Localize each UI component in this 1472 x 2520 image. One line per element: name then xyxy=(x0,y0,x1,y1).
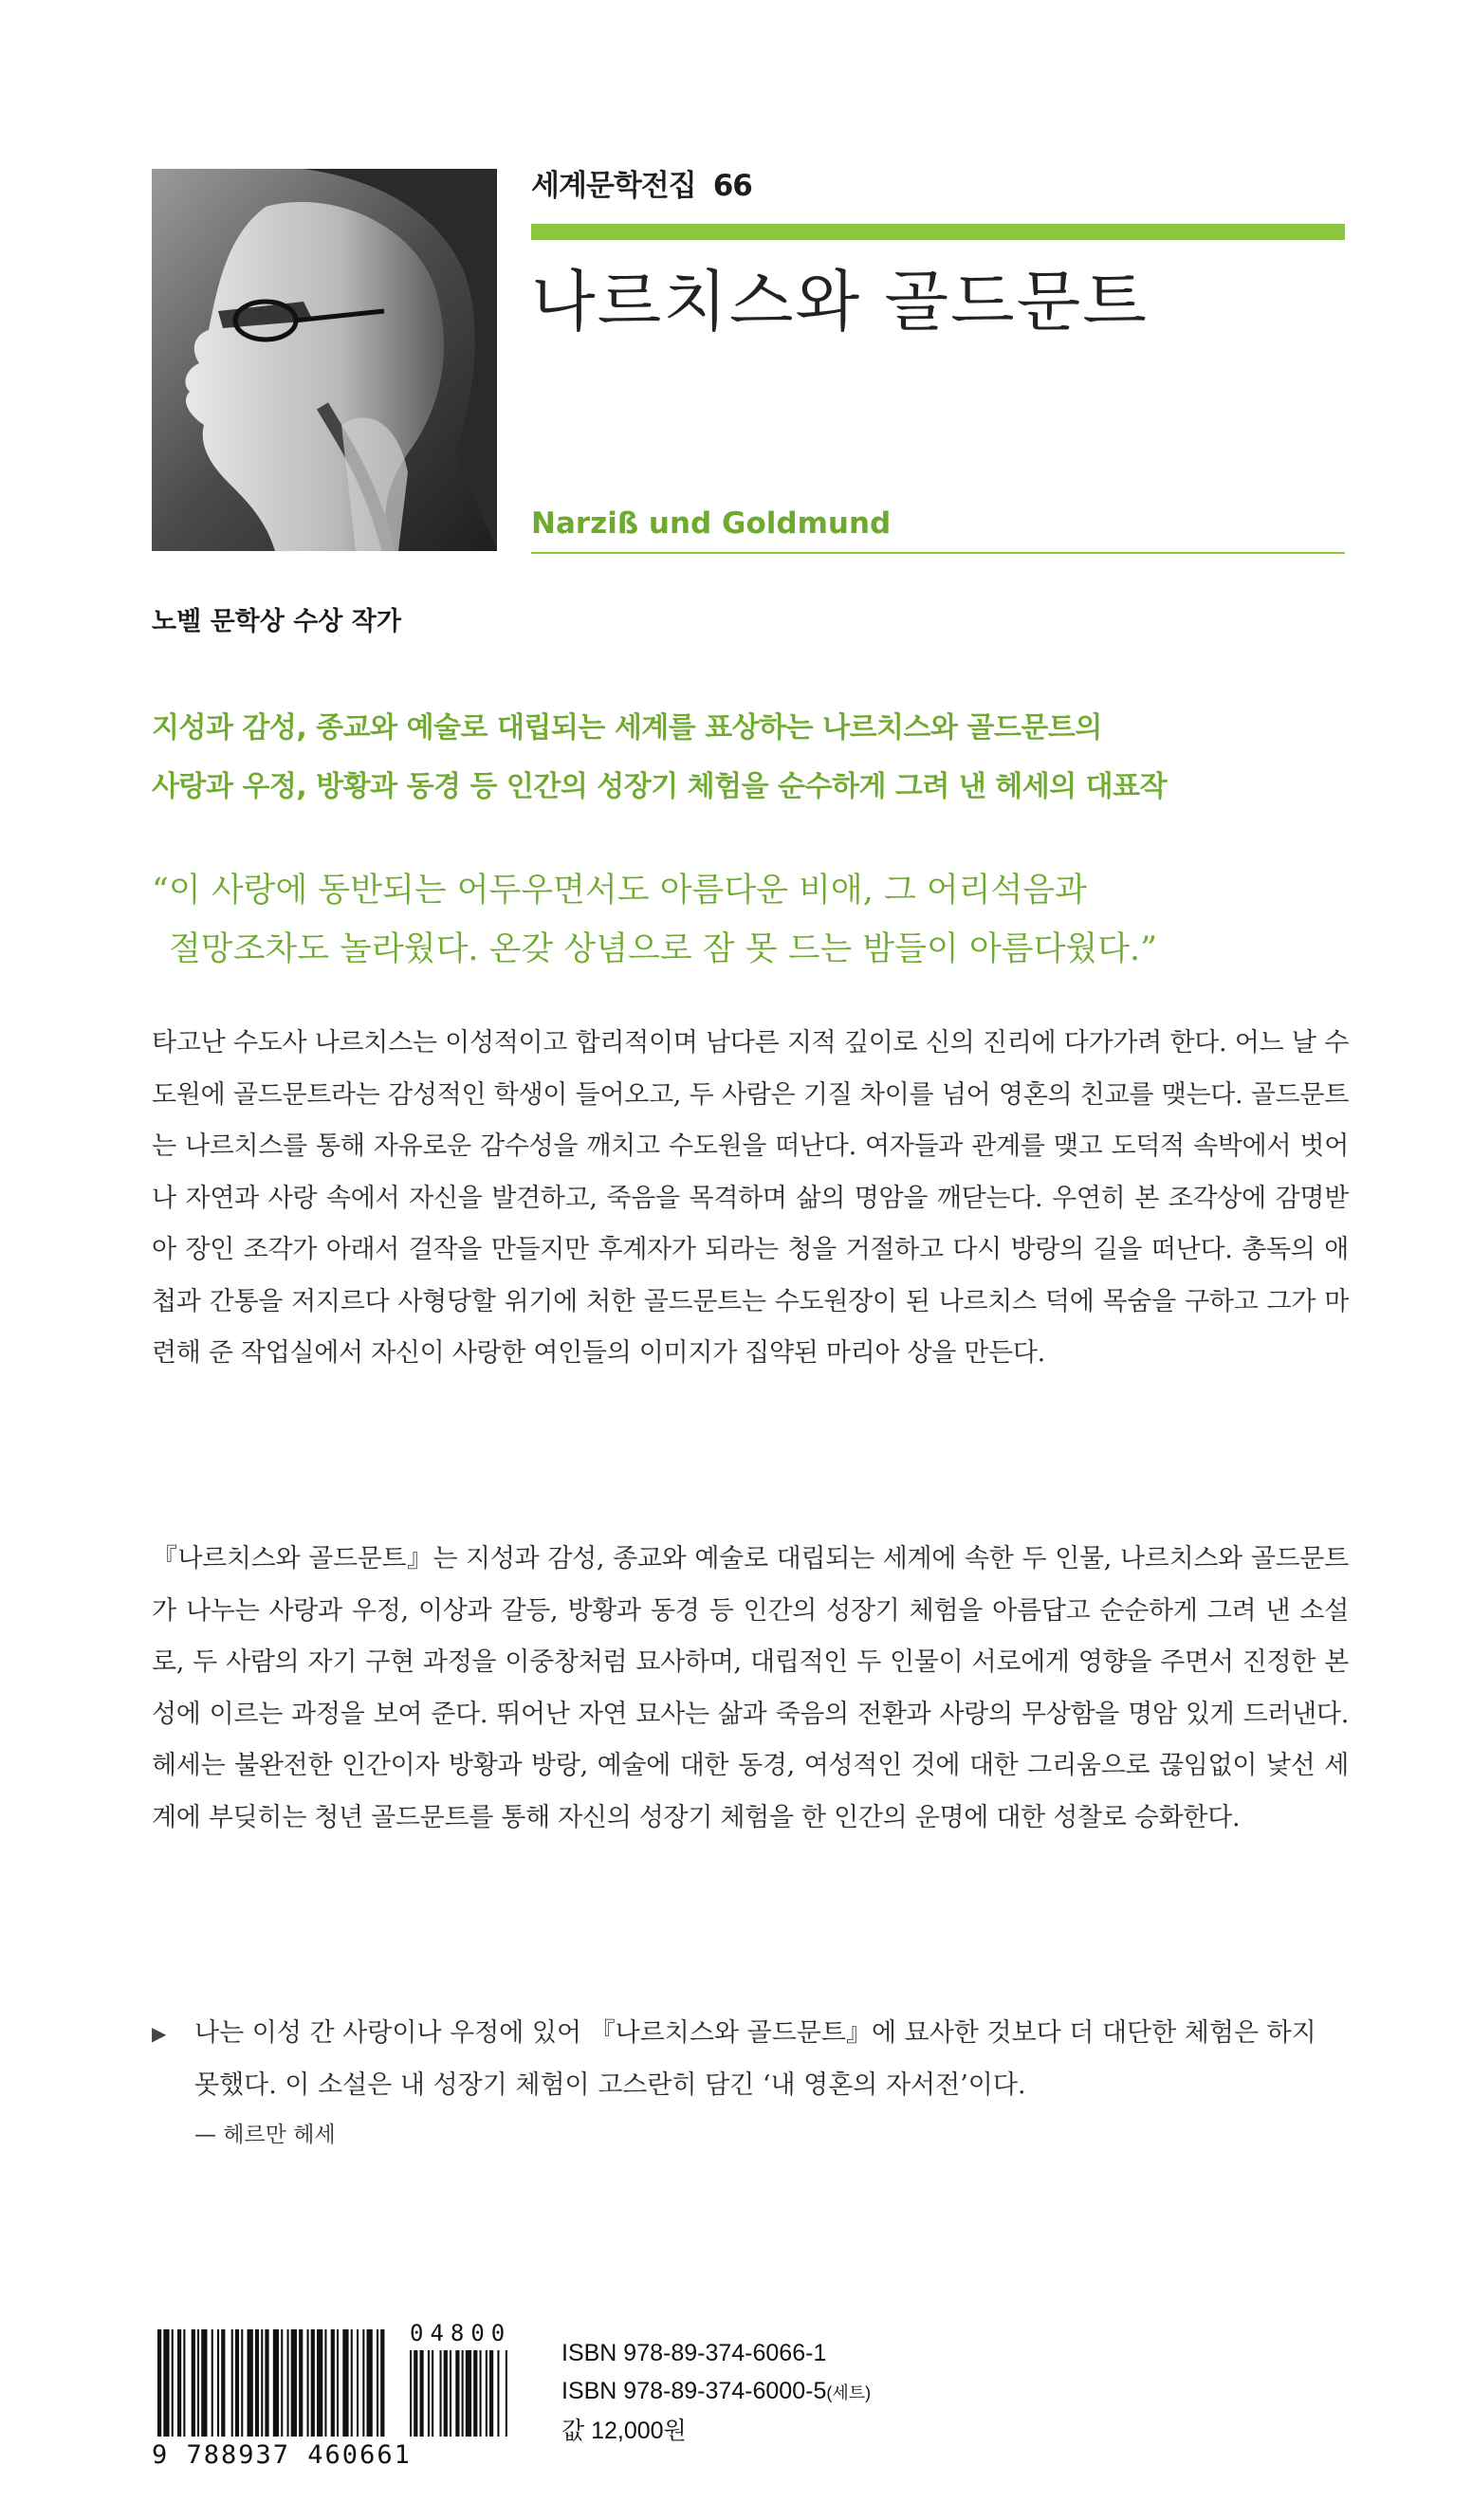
barcode-bar xyxy=(311,2329,315,2437)
barcode-bar xyxy=(201,2329,207,2437)
original-title: Narziß und Goldmund xyxy=(531,506,892,541)
series-name: 세계문학전집 xyxy=(531,169,696,203)
barcode-bar xyxy=(367,2329,373,2437)
barcode-bar xyxy=(177,2329,181,2437)
isbn-line: ISBN 978-89-374-6066-1 xyxy=(561,2340,827,2366)
barcode-bar xyxy=(307,2329,309,2437)
barcode-bar xyxy=(197,2329,199,2437)
barcode-bar xyxy=(362,2329,364,2437)
barcode-addon-bar xyxy=(410,2350,412,2437)
barcode-bar xyxy=(163,2329,169,2437)
review-paragraph: 『나르치스와 골드문트』는 지성과 감성, 종교와 예술로 대립되는 세계에 속한 두 인물, 나르치스와 골드문트가 나누는 사랑과 우정, 이상과 갈등, 방황과 동경 등 인간의 성장기 체험을 아름답고 순순하게 그려 낸 소설로, 두 사람의 자기 구현 과정을 이중창처럼 묘사하며, 대립적인 두 인물이 서로에게 영향을 주면서 진정한 본성에 이르는 과정을 보여 준다. 뛰어난 자연 묘사는 삶과 죽음의 전환과 사랑의 무상함을 명암 있게 드러낸다. 헤세는 불완전한 인간이자 방황과 방랑, 예술에 대한 동경, 여성적인 것에 대한 그리움으로 끊임없이 낯선 세계에 부딪히는 청년 골드문트를 통해 자신의 성장기 체험을 한 인간의 운명에 대한 성찰로 승화한다. xyxy=(152,1544,1349,1832)
barcode-bar xyxy=(183,2329,185,2437)
isbn-set-number: ISBN 978-89-374-6000-5 xyxy=(561,2378,827,2404)
excerpt-text: 나는 이성 간 사랑이나 우정에 있어 『나르치스와 골드문트』에 묘사한 것보다 더 대단한 체험은 하지 못했다. 이 소설은 내 성장기 체험이 고스란히 담긴 ‘내 영혼의 자서전’이다. xyxy=(194,2018,1316,2100)
barcode-bar xyxy=(265,2329,268,2437)
tagline-line: 사랑과 우정, 방황과 동경 등 인간의 성장기 체험을 순수하게 그려 낸 헤세의 대표작 xyxy=(152,770,1168,803)
barcode-bar xyxy=(324,2329,326,2437)
tagline-line: 지성과 감성, 종교와 예술로 대립되는 세계를 표상하는 나르치스와 골드문트의 xyxy=(152,711,1102,745)
barcode-bar xyxy=(342,2329,348,2437)
quote-line: “이 사랑에 동반되는 어두우면서도 아름다운 비애, 그 어리석음과 xyxy=(152,872,1087,910)
accent-bar xyxy=(531,224,1345,240)
author-badge: 노벨 문학상 수상 작가 xyxy=(152,607,401,636)
barcode-addon-bar xyxy=(489,2350,493,2437)
series-number: 66 xyxy=(712,169,752,203)
barcode-bar xyxy=(235,2329,239,2437)
price: 값 12,000원 xyxy=(561,2418,687,2444)
tagline xyxy=(152,699,1347,817)
barcode-addon-bar xyxy=(480,2350,482,2437)
barcode-addon-bar xyxy=(466,2350,471,2437)
barcode-bar xyxy=(241,2329,243,2437)
barcode-bar xyxy=(273,2329,279,2437)
divider-rule xyxy=(531,552,1345,554)
author-portrait xyxy=(152,169,497,551)
barcode-addon-bar xyxy=(506,2350,507,2437)
triangle-marker-icon: ▶ xyxy=(152,2022,167,2045)
barcode-addon-bar xyxy=(444,2350,448,2437)
barcode-bar xyxy=(287,2329,289,2437)
barcode-bar xyxy=(291,2329,297,2437)
author-portrait-drawing xyxy=(152,169,497,551)
barcode-bar xyxy=(231,2329,233,2437)
barcode-bar xyxy=(157,2329,161,2437)
barcode-bar xyxy=(217,2329,219,2437)
barcode-addon-bar xyxy=(450,2350,451,2437)
barcode-bar xyxy=(380,2329,384,2437)
barcode-addon-bar xyxy=(440,2350,442,2437)
barcode-bar xyxy=(255,2329,259,2437)
barcode-bar xyxy=(281,2329,283,2437)
barcode-addon-bar xyxy=(420,2350,424,2437)
barcode-bar xyxy=(337,2329,339,2437)
barcode-addon-bar xyxy=(473,2350,477,2437)
barcode-addon-bar xyxy=(432,2350,433,2437)
barcode-bar xyxy=(299,2329,303,2437)
barcode-addon-digits: 04800 xyxy=(410,2320,512,2346)
barcode-addon-bar xyxy=(462,2350,464,2437)
barcode-bar xyxy=(377,2329,378,2437)
synopsis-paragraph: 타고난 수도사 나르치스는 이성적이고 합리적이며 남다른 지적 깊이로 신의 진리에 다가가려 한다. 어느 날 수도원에 골드문트라는 감성적인 학생이 들어오고, 두 사람은 기질 차이를 넘어 영혼의 친교를 맺는다. 골드문트는 나르치스를 통해 자유로운 감수성을 깨치고 수도원을 떠난다. 여자들과 관계를 맺고 도덕적 속박에서 벗어나 자연과 사랑 속에서 자신을 발견하고, 죽음을 목격하며 삶의 명암을 깨닫는다. 우연히 본 조각상에 감명받아 장인 조각가 아래서 걸작을 만들지만 후계자가 되라는 청을 거절하고 다시 방랑의 길을 떠난다. 총독의 애첩과 간통을 저지르다 사형당할 위기에 처한 골드문트는 수도원장이 된 나르치스 덕에 목숨을 구하고 그가 마련해 준 작업실에서 자신이 사랑한 여인들의 이미지가 집약된 마리아 상을 만든다. xyxy=(152,1028,1349,1368)
barcode-bar xyxy=(357,2329,359,2437)
isbn-set-label: (세트) xyxy=(826,2383,872,2402)
pull-quote xyxy=(152,861,1347,979)
barcode-addon-bar xyxy=(455,2350,459,2437)
barcode-bar xyxy=(172,2329,174,2437)
barcode-bar xyxy=(248,2329,253,2437)
book-title: 나르치스와 골드문트 xyxy=(531,263,1149,340)
isbn-line-set xyxy=(561,2372,871,2412)
barcode-bar xyxy=(221,2329,225,2437)
barcode-digits: 9 788937 460661 xyxy=(152,2440,412,2470)
barcode-addon-bar xyxy=(428,2350,430,2437)
barcode-addon-bar xyxy=(486,2350,488,2437)
barcode-bar xyxy=(212,2329,213,2437)
author-excerpt xyxy=(152,2008,1349,2111)
excerpt-attribution: — 헤르만 헤세 xyxy=(194,2123,336,2147)
series-label xyxy=(531,161,752,204)
barcode-addon-bar xyxy=(414,2350,417,2437)
barcode-bar xyxy=(317,2329,322,2437)
barcode-addon-bar xyxy=(497,2350,499,2437)
quote-line: 절망조차도 놀라웠다. 온갖 상념으로 잠 못 드는 밤들이 아름다웠다.” xyxy=(169,930,1158,968)
barcode-bar xyxy=(261,2329,263,2437)
barcode-bar xyxy=(351,2329,353,2437)
barcode-bar xyxy=(192,2329,195,2437)
barcode-bar xyxy=(331,2329,335,2437)
isbn-block xyxy=(561,2334,871,2450)
